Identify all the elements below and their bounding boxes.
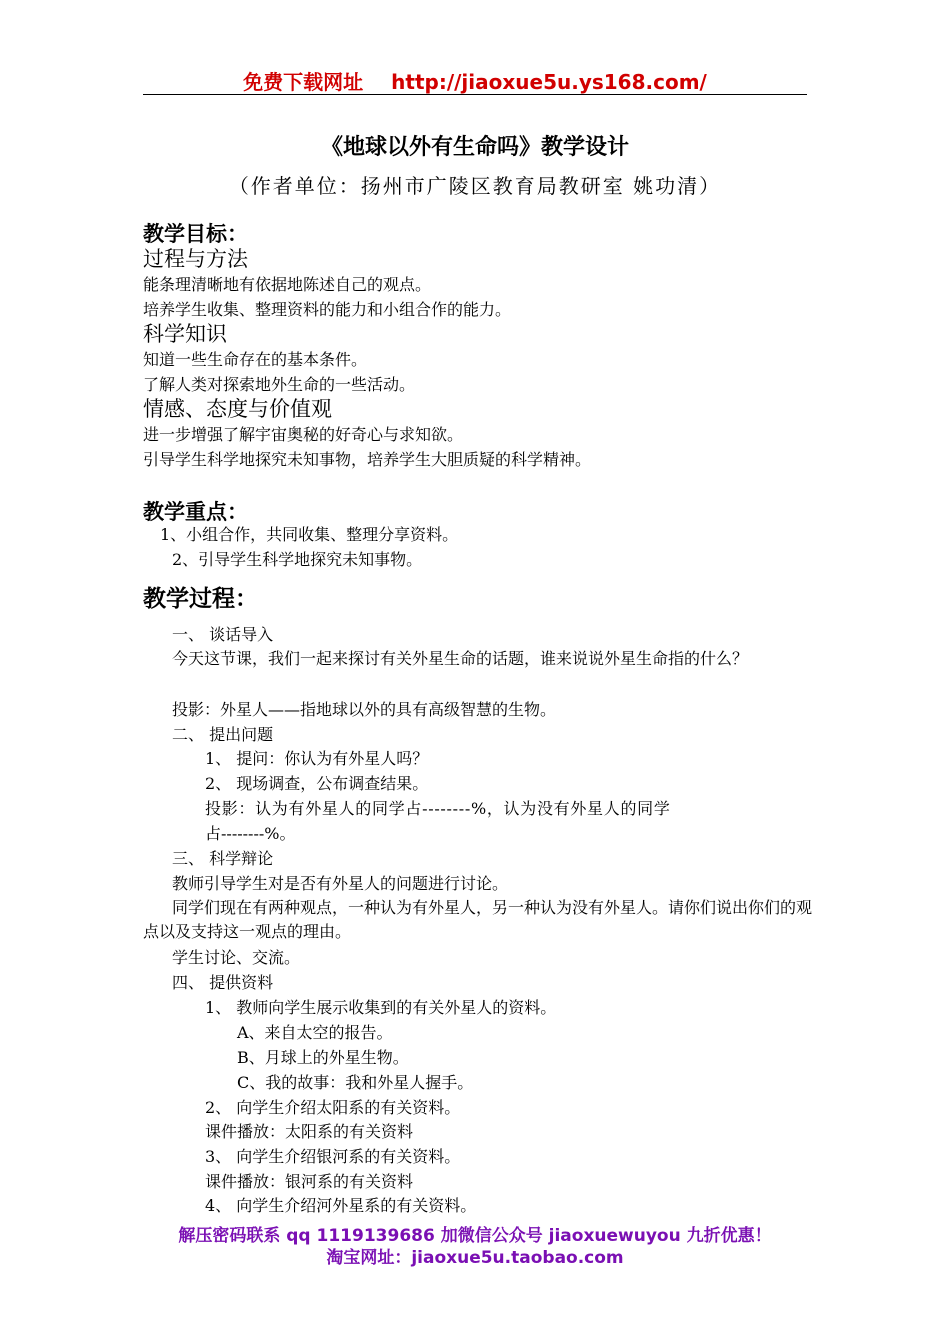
- download-url-link[interactable]: http://jiaoxue5u.ys168.com/: [391, 70, 707, 94]
- section-1-heading: 一、 谈话导入: [172, 625, 274, 644]
- section-4-item-1-b: B、月球上的外星生物。: [237, 1048, 409, 1067]
- key-point-1: 1、小组合作，共同收集、整理分享资料。: [160, 525, 459, 544]
- section-4-item-4: 4、 向学生介绍河外星系的有关资料。: [205, 1196, 477, 1215]
- key-points-heading: 教学重点：: [143, 500, 248, 524]
- section-4-item-3: 3、 向学生介绍银河系的有关资料。: [205, 1147, 461, 1166]
- goal-process-item-1: 能条理清晰地有依据地陈述自己的观点。: [143, 275, 432, 294]
- section-2-item-1: 1、 提问：你认为有外星人吗？: [205, 749, 429, 768]
- key-point-2: 2、引导学生科学地探究未知事物。: [172, 550, 423, 569]
- section-4-item-3-playback: 课件播放：银河系的有关资料: [205, 1172, 414, 1191]
- download-label: 免费下载网址: [243, 70, 364, 94]
- goal-attitude-item-1: 进一步增强了解宇宙奥秘的好奇心与求知欲。: [143, 425, 464, 444]
- download-header: [0, 66, 950, 95]
- section-4-item-1-a: A、来自太空的报告。: [237, 1023, 393, 1042]
- process-heading: 教学过程：: [143, 586, 258, 612]
- goal-process-heading: 过程与方法: [143, 247, 248, 271]
- section-2-projection-line-2: 占--------%。: [205, 824, 296, 843]
- goal-attitude-heading: 情感、态度与价值观: [143, 397, 332, 421]
- section-3-paragraph-2: 同学们现在有两种观点，一种认为有外星人，另一种认为没有外星人。请你们说出你们的观点以及支持这一观点的理由。: [143, 898, 813, 941]
- author-line: （作者单位：扬州市广陵区教育局教研室 姚功清）: [228, 174, 722, 198]
- document-title: 《地球以外有生命吗》教学设计: [320, 135, 629, 160]
- footer-taobao-link[interactable]: 淘宝网址：jiaoxue5u.taobao.com: [326, 1248, 624, 1268]
- goal-process-item-2: 培养学生收集、整理资料的能力和小组合作的能力。: [143, 300, 512, 319]
- section-2-heading: 二、 提出问题: [172, 725, 274, 744]
- footer-contact-line: 解压密码联系 qq 1119139686 加微信公众号 jiaoxuewuyou 九折优惠！: [178, 1226, 772, 1246]
- section-4-item-2-playback: 课件播放：太阳系的有关资料: [205, 1122, 414, 1141]
- goal-knowledge-heading: 科学知识: [143, 322, 227, 346]
- goal-knowledge-item-1: 知道一些生命存在的基本条件。: [143, 350, 368, 369]
- goals-heading: 教学目标：: [143, 222, 248, 246]
- section-4-item-1-c: C、我的故事：我和外星人握手。: [237, 1073, 474, 1092]
- section-1-paragraph-2: 投影：外星人——指地球以外的具有高级智慧的生物。: [172, 700, 557, 719]
- header-divider: [143, 94, 807, 95]
- section-2-projection-line-1: 投影：认为有外星人的同学占--------%，认为没有外星人的同学: [205, 799, 671, 818]
- section-1-paragraph-1: 今天这节课，我们一起来探讨有关外星生命的话题，谁来说说外星生命指的什么？: [172, 649, 749, 668]
- section-4-heading: 四、 提供资料: [172, 973, 274, 992]
- section-3-paragraph-3: 学生讨论、交流。: [172, 948, 301, 967]
- section-3-heading: 三、 科学辩论: [172, 849, 274, 868]
- section-4-item-1: 1、 教师向学生展示收集到的有关外星人的资料。: [205, 998, 557, 1017]
- goal-knowledge-item-2: 了解人类对探索地外生命的一些活动。: [143, 375, 416, 394]
- goal-attitude-item-2: 引导学生科学地探究未知事物，培养学生大胆质疑的科学精神。: [143, 450, 592, 469]
- section-2-item-2: 2、 现场调查，公布调查结果。: [205, 774, 429, 793]
- section-3-paragraph-1: 教师引导学生对是否有外星人的问题进行讨论。: [172, 874, 509, 893]
- section-4-item-2: 2、 向学生介绍太阳系的有关资料。: [205, 1098, 461, 1117]
